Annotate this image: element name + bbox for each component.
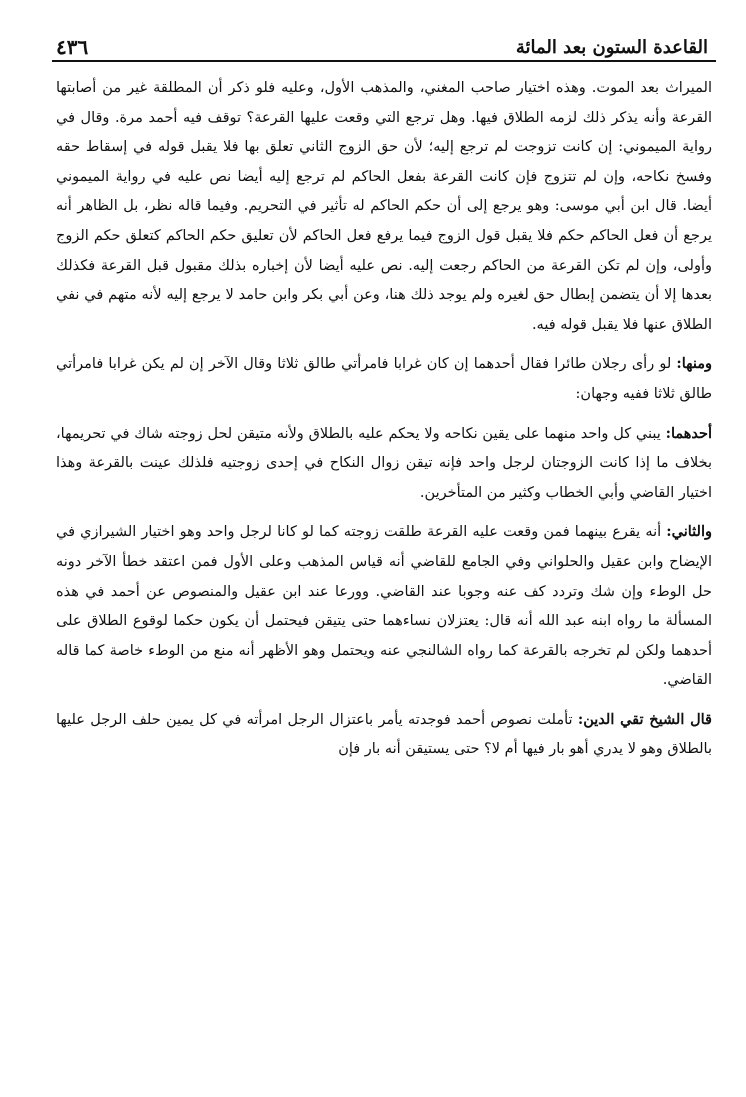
page-number: ٤٣٦: [56, 35, 89, 59]
paragraph-bird-case: [56, 349, 712, 409]
body-text: [52, 62, 716, 765]
paragraph-lead: والثاني:: [666, 523, 712, 541]
paragraph-lead: ومنها:: [676, 355, 712, 373]
paragraph-lead: قال الشيخ تقي الدين:: [577, 710, 712, 728]
paragraph-text: تأملت نصوص أحمد فوجدته يأمر باعتزال الرجل امرأته في كل يمين حلف الرجل عليها بالطلاق وهو لا يدري أهو بار فيها أم لا؟ حتى يستيقن أنه بار فإن: [56, 711, 712, 758]
running-title: القاعدة الستون بعد المائة: [515, 37, 708, 58]
paragraph-second-view: [56, 517, 712, 696]
paragraph-text: الميراث بعد الموت. وهذه اختيار صاحب المغني، والمذهب الأول، وعليه فلو ذكر أن المطلقة غير من أصابتها القرعة وأنه يذكر ذلك لزمه الطلاق فيها. وهل ترجع التي وقعت عليها القرعة؟ توقف فيه أحمد مرة. وقال في رواية الميموني: إن كانت تزوجت لم ترجع إليه؛ لأن حق الزوج الثاني تعلق بها فلا يقبل قوله في إسقاط حقه وفسخ نكاحه، وإن لم تتزوج فإن كانت القرعة بفعل الحاكم لم ترجع إليه أيضا نص عليه في رواية الميموني أيضا. قال ابن أبي موسى: وهو يرجع إلى أن حكم الحاكم له تأثير في التحريم. وفيما قاله نظر، بل الظاهر أنه يرجع أن فعل الحاكم حكم فلا يقبل قول الزوج فيما يرفع فعل الحاكم لأن تعليق حكم الحاكم كتعلق حكم الزوج وأولى، وإن لم تكن القرعة من الحاكم رجعت إليه. نص عليه أيضا لأن إخباره بذلك مقبول قبل القرعة فكذلك بعدها إلا أن يتضمن إبطال حق لغيره ولم يوجد ذلك هنا، وعن أبي بكر وابن حامد لا يرجع إليه لأنه متهم في نفي الطلاق عنها فلا يقبل قوله فيه.: [56, 80, 712, 333]
paragraph-taqi-al-din: [56, 705, 712, 765]
paragraph-text: لو رأى رجلان طائرا فقال أحدهما إن كان غرابا فامرأتي طالق ثلاثا وقال الآخر إن لم يكن غرابا فامرأتي طالق ثلاثا ففيه وجهان:: [56, 356, 712, 402]
paragraph-text: يبني كل واحد منهما على يقين نكاحه ولا يحكم عليه بالطلاق ولأنه متيقن لحل زوجته شاك في تحريمها، بخلاف ما إذا كانت الزوجتان لرجل واحد فإنه تيقن زوال النكاح في إحدى زوجتيه فلذلك عينت بالقرعة وهذا اختيار القاضي وأبي الخطاب وكثير من المتأخرين.: [56, 425, 712, 501]
running-header: [52, 24, 716, 62]
paragraph-inheritance-ruling: [56, 74, 712, 340]
paragraph-first-view: [56, 419, 712, 509]
paragraph-text: أنه يقرع بينهما فمن وقعت عليه القرعة طلقت زوجته كما لو كانا لرجل واحد وهو اختيار الشيرازي في الإيضاح وابن عقيل والحلواني وفي الجامع للقاضي أنه قياس المذهب وعلى الأول فمن اعتقد خطأ الآخر دونه حل الوطء وإن شك وتردد كف عنه وجوبا عند القاضي. وورعا عند ابن عقيل والمنصوص عن أحمد في هذه المسألة ما رواه ابنه عبد الله أنه قال: يعتزلان نساءهما حتى يتيقن فيحتمل أن يكون حكما لوقوع الطلاق على أحدهما ولكن لم تخرجه بالقرعة كما رواه الشالنجي عنه ويحتمل وهو الأظهر أنه منع من الوطء خاصة كما قاله القاضي.: [56, 524, 712, 689]
paragraph-lead: أحدهما:: [665, 424, 712, 442]
